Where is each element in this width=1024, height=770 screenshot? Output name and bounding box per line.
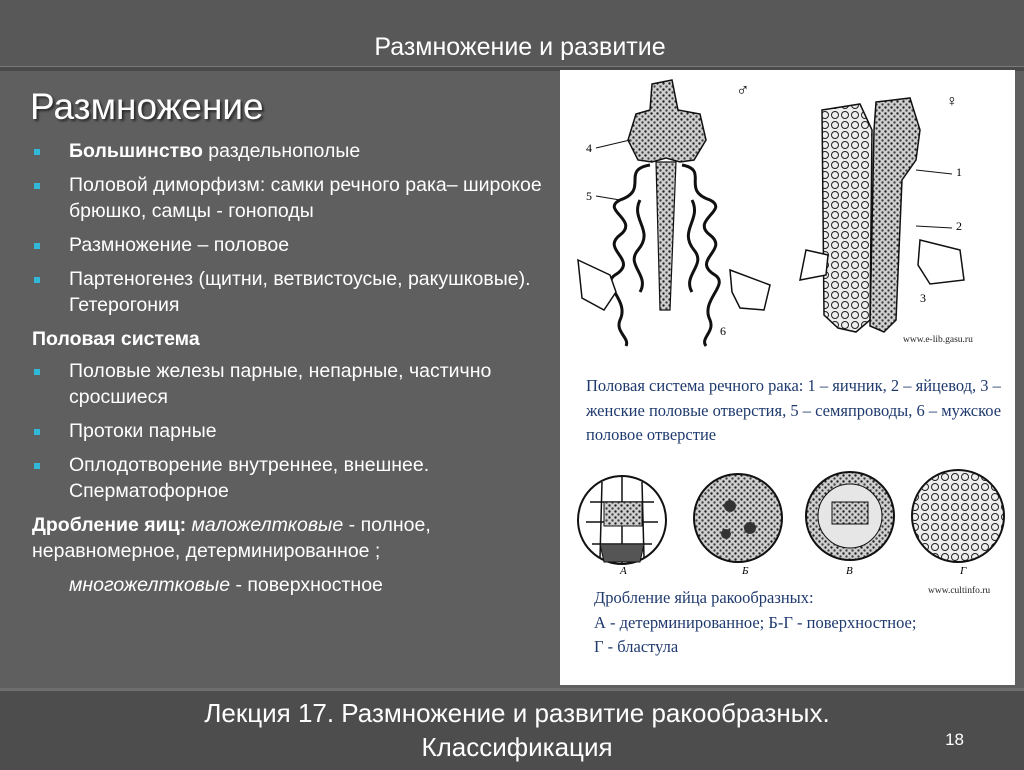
label-4: 4: [586, 141, 592, 155]
slide-content: [32, 138, 542, 598]
bullet-text: Оплодотворение внутреннее, внешнее. Сперматофорное: [69, 454, 430, 502]
bullet-text: раздельнополые: [202, 140, 361, 162]
bullet-text: Половой диморфизм: самки речного рака– широкое брюшко, самцы - гоноподы: [69, 174, 542, 222]
section-heading: Размножение: [30, 86, 264, 127]
cleavage-term: маложелтковые: [191, 514, 344, 536]
bullet-text: Партеногенез (щитни, ветвистоусые, ракушковые). Гетерогония: [69, 268, 531, 316]
bullet-item: [32, 232, 542, 258]
label-2: 2: [956, 219, 962, 233]
cleavage-text: - полное, неравномерное, детерминированное ;: [32, 514, 431, 562]
figure2-caption-line: А - детерминированное; Б-Г - поверхностное;: [594, 612, 917, 632]
cleavage-paragraph-cont: [32, 572, 542, 598]
ovary-left-lobe: [822, 104, 872, 332]
sperm-duct-body: [656, 162, 676, 310]
label-6: 6: [720, 324, 726, 338]
bullet-marker: [34, 463, 40, 469]
bullet-marker: [34, 277, 40, 283]
egg-g: [912, 470, 1004, 562]
cleavage-label: Дробление яиц:: [32, 514, 187, 536]
label-b: Б: [742, 565, 749, 577]
figure2-source: www.cultinfo.ru: [928, 586, 991, 596]
footer-title-line: Классификация: [421, 732, 613, 762]
bullet-text: Протоки парные: [69, 420, 217, 442]
testis-shape: [628, 80, 706, 162]
figure2-caption-line: Дробление яйца ракообразных:: [594, 588, 814, 607]
male-symbol: ♂: [736, 80, 750, 100]
bullet-text: Половые железы парные, непарные, частично сросшиеся: [69, 360, 492, 408]
bullet-bold-text: Большинство: [69, 140, 203, 162]
label-g: Г: [960, 565, 967, 577]
label-1: 1: [956, 165, 962, 179]
egg-b: [694, 474, 782, 562]
crayfish-reproductive-system-image: [560, 70, 1015, 370]
bullet-marker: [34, 149, 40, 155]
bullet-item: [32, 358, 542, 410]
cleavage-text: - поверхностное: [230, 574, 383, 596]
leader-line: [916, 226, 952, 228]
cleavage-paragraph: [32, 512, 542, 564]
reproductive-system-heading: Половая система: [32, 328, 200, 350]
bullet-marker: [34, 369, 40, 375]
leader-line: [596, 196, 620, 200]
label-a: А: [620, 565, 627, 577]
label-v: В: [846, 565, 853, 577]
bullet-marker: [34, 183, 40, 189]
leader-line: [596, 140, 630, 148]
page-number: 18: [945, 730, 964, 749]
footer-bar: [0, 688, 1024, 770]
egg-v: [806, 472, 894, 560]
figure1-caption: Половая система речного рака: 1 – яичник, 2 – яйцевод, 3 – женские половые отверстия, 5 – семяпроводы, 6 – мужское половое отверстие: [586, 376, 1002, 444]
footer-title-line: Лекция 17. Размножение и развитие ракообразных.: [204, 698, 830, 728]
ovary-right-lobe: [870, 98, 920, 332]
footer-title: [0, 696, 1024, 764]
female-symbol: ♀: [946, 93, 958, 110]
label-3: 3: [920, 291, 926, 305]
bullet-item: [32, 266, 542, 318]
bullet-item: [32, 418, 542, 444]
figure1-source: www.e-lib.gasu.ru: [903, 335, 973, 345]
cleavage-term: многожелтковые: [69, 574, 231, 596]
bullet-item: [32, 452, 542, 504]
egg-cleavage-image: [560, 462, 1015, 582]
bullet-marker: [34, 429, 40, 435]
header-bar: [0, 0, 1024, 70]
figure-panel: [560, 70, 1015, 685]
bullet-item: [32, 138, 542, 164]
label-5: 5: [586, 189, 592, 203]
bullet-item: [32, 172, 542, 224]
bullet-marker: [34, 243, 40, 249]
figure2-caption-line: Г - бластула: [594, 637, 679, 656]
leader-line: [916, 170, 952, 174]
egg-a: [578, 476, 666, 564]
leg-fragment: [578, 260, 770, 310]
bullet-text: Размножение – половое: [69, 234, 290, 256]
header-title: Размножение и развитие: [374, 33, 666, 61]
figure2-caption: [594, 586, 1014, 660]
